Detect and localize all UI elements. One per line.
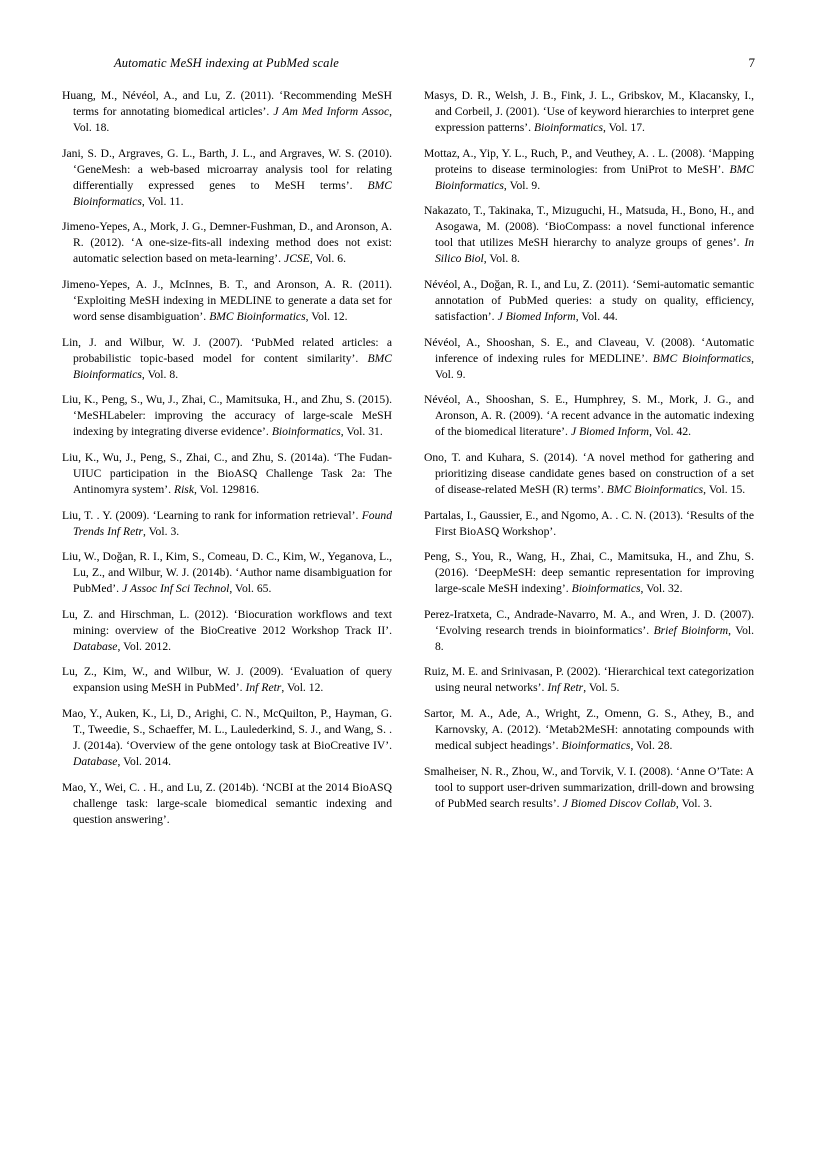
reference-entry: Jani, S. D., Argraves, G. L., Barth, J. L., and Argraves, W. S. (2010). ‘GeneMesh: a web-based microarray analysis tool for relating differentially expressed genes to MeSH terms’. BMC Bioinformatics, Vol. 11. (62, 146, 392, 208)
reference-entry: Névéol, A., Shooshan, S. E., Humphrey, S. M., Mork, J. G., and Aronson, A. R. (2009). ‘A recent advance in the automatic indexing of the biomedical literature’. J Biomed Inform, Vol. 42. (424, 393, 754, 439)
reference-entry: Lu, Z. and Hirschman, L. (2012). ‘Biocuration workflows and text mining: overview of the BioCreative 2012 Workshop Track II’. Database, Vol. 2012. (62, 607, 392, 653)
reference-entry: Liu, T. . Y. (2009). ‘Learning to rank for information retrieval’. Found Trends Inf Retr, Vol. 3. (62, 508, 392, 538)
reference-entry: Nakazato, T., Takinaka, T., Mizuguchi, H., Matsuda, H., Bono, H., and Asogawa, M. (2008). ‘BioCompass: a novel functional inference tool that utilizes MeSH hierarchy to analyze groups of genes’. In Silico Biol, Vol. 8. (424, 204, 754, 266)
reference-entry: Partalas, I., Gaussier, E., and Ngomo, A. . C. N. (2013). ‘Results of the First BioASQ Workshop’. (424, 508, 754, 538)
reference-entry: Liu, W., Doğan, R. I., Kim, S., Comeau, D. C., Kim, W., Yeganova, L., Lu, Z., and Wilbur, W. J. (2014b). ‘Author name disambiguation for PubMed’. J Assoc Inf Sci Technol, Vol. 65. (62, 550, 392, 596)
reference-entry: Jimeno-Yepes, A., Mork, J. G., Demner-Fushman, D., and Aronson, A. R. (2012). ‘A one-size-fits-all indexing method does not exist: automatic selection based on meta-learning’. JCSE, Vol. 6. (62, 220, 392, 266)
references-column-right (424, 88, 754, 812)
reference-entry: Sartor, M. A., Ade, A., Wright, Z., Omenn, G. S., Athey, B., and Karnovsky, A. (2012). ‘Metab2MeSH: annotating compounds with medical subject headings’. Bioinformatics, Vol. 28. (424, 707, 754, 753)
reference-entry: Masys, D. R., Welsh, J. B., Fink, J. L., Gribskov, M., Klacansky, I., and Corbeil, J. (2001). ‘Use of keyword hierarchies to interpret gene expression patterns’. Bioinformatics, Vol. 17. (424, 89, 754, 135)
reference-entry: Liu, K., Peng, S., Wu, J., Zhai, C., Mamitsuka, H., and Zhu, S. (2015). ‘MeSHLabeler: improving the accuracy of large-scale MeSH indexing by integrating diverse evidence’. Bioinformatics, Vol. 31. (62, 393, 392, 439)
running-head-title: Automatic MeSH indexing at PubMed scale (114, 56, 339, 70)
reference-entry: Smalheiser, N. R., Zhou, W., and Torvik, V. I. (2008). ‘Anne O’Tate: A tool to support user-driven summarization, drill-down and browsing of PubMed search results’. J Biomed Discov Collab, Vol. 3. (424, 764, 754, 810)
page-number: 7 (748, 55, 755, 70)
reference-entry: Liu, K., Wu, J., Peng, S., Zhai, C., and Zhu, S. (2014a). ‘The Fudan-UIUC participation in the BioASQ Challenge Task 2a: The Antinomyra system’. Risk, Vol. 129816. (62, 450, 392, 496)
reference-entry: Mao, Y., Wei, C. . H., and Lu, Z. (2014b). ‘NCBI at the 2014 BioASQ challenge task: large-scale biomedical semantic indexing and question answering’. (62, 780, 392, 826)
reference-entry: Mottaz, A., Yip, Y. L., Ruch, P., and Veuthey, A. . L. (2008). ‘Mapping proteins to disease terminologies: from UniProt to MeSH’. BMC Bioinformatics, Vol. 9. (424, 146, 754, 192)
reference-entry: Huang, M., Névéol, A., and Lu, Z. (2011). ‘Recommending MeSH terms for annotating biomedical articles’. J Am Med Inform Assoc, Vol. 18. (62, 89, 392, 135)
reference-entry: Jimeno-Yepes, A. J., McInnes, B. T., and Aronson, A. R. (2011). ‘Exploiting MeSH indexing in MEDLINE to generate a data set for word sense disambiguation’. BMC Bioinformatics, Vol. 12. (62, 277, 392, 324)
reference-entry: Peng, S., You, R., Wang, H., Zhai, C., Mamitsuka, H., and Zhu, S. (2016). ‘DeepMeSH: deep semantic representation for improving large-scale MeSH indexing’. Bioinformatics, Vol. 32. (424, 550, 754, 596)
reference-entry: Névéol, A., Doğan, R. I., and Lu, Z. (2011). ‘Semi-automatic semantic annotation of PubMed queries: a study on quality, efficiency, satisfaction’. J Biomed Inform, Vol. 44. (424, 277, 754, 324)
references-body (62, 88, 755, 1098)
reference-entry: Ruiz, M. E. and Srinivasan, P. (2002). ‘Hierarchical text categorization using neural networks’. Inf Retr, Vol. 5. (424, 665, 754, 695)
running-head (62, 55, 755, 73)
reference-entry: Mao, Y., Auken, K., Li, D., Arighi, C. N., McQuilton, P., Hayman, G. T., Tweedie, S., Schaeffer, M. L., Laulederkind, S. J., and Wang, S. . J. (2014a). ‘Overview of the gene ontology task at BioCreative IV’. Database, Vol. 2014. (62, 707, 392, 769)
reference-entry: Ono, T. and Kuhara, S. (2014). ‘A novel method for gathering and prioritizing disease candidate genes based on construction of a set of disease-related MeSH (R) terms’. BMC Bioinformatics, Vol. 15. (424, 450, 754, 496)
reference-entry: Névéol, A., Shooshan, S. E., and Claveau, V. (2008). ‘Automatic inference of indexing rules for MEDLINE’. BMC Bioinformatics, Vol. 9. (424, 335, 754, 381)
references-column-left (62, 88, 392, 828)
reference-entry: Perez-Iratxeta, C., Andrade-Navarro, M. A., and Wren, J. D. (2007). ‘Evolving research trends in bioinformatics’. Brief Bioinform, Vol. 8. (424, 607, 755, 653)
reference-entry: Lu, Z., Kim, W., and Wilbur, W. J. (2009). ‘Evaluation of query expansion using MeSH in PubMed’. Inf Retr, Vol. 12. (62, 665, 392, 695)
reference-entry: Lin, J. and Wilbur, W. J. (2007). ‘PubMed related articles: a probabilistic topic-based model for content similarity’. BMC Bioinformatics, Vol. 8. (62, 335, 392, 381)
